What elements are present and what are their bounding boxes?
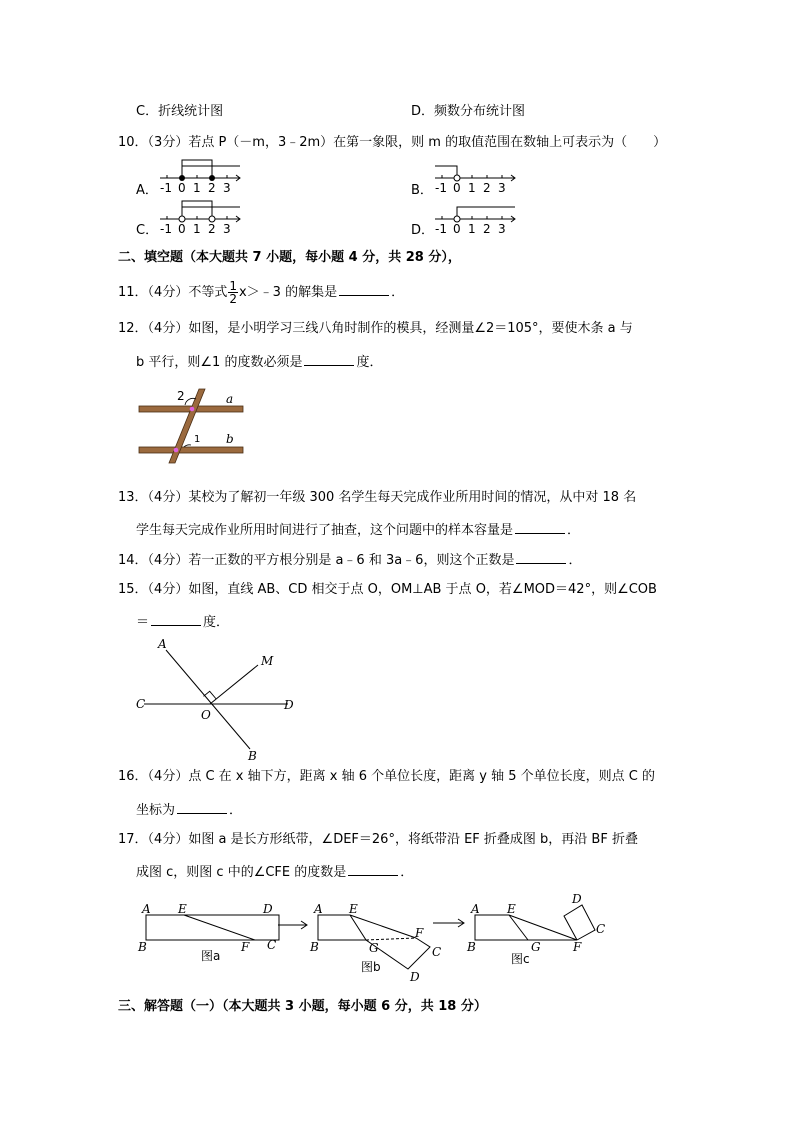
q15-line2 <box>136 611 229 633</box>
q17-b-label-b: B <box>310 940 319 954</box>
q12-line1: 12．（4分）如图，是小明学习三线八角时制作的模具，经测量∠2＝105°，要使木条 a 与 <box>118 321 633 336</box>
q17-b-caption: 图b <box>361 960 381 974</box>
q14-line <box>118 549 581 571</box>
tick-label: -1 <box>435 222 447 236</box>
q15-label-m: M <box>261 654 274 668</box>
q15-figure-intersecting-lines <box>130 633 305 763</box>
q13-answer-blank[interactable] <box>515 519 565 534</box>
q10-number-line-d <box>430 197 530 237</box>
q17-a-label-b: B <box>138 940 147 954</box>
q11-line <box>118 280 404 305</box>
q16-line1: 16．（4分）点 C 在 x 轴下方，距离 x 轴 6 个单位长度，距离 y 轴 5 个单位长度，则点 C 的 <box>118 769 655 784</box>
q9-option-d: D．频数分布统计图 <box>411 104 526 119</box>
q17-line2-suffix: ． <box>400 865 414 880</box>
q17-line2-prefix: 成图 c，则图 c 中的∠CFE 的度数是 <box>136 865 347 880</box>
tick-label: 2 <box>483 181 491 195</box>
q12-answer-blank[interactable] <box>304 351 354 366</box>
tick-label: 3 <box>498 222 506 236</box>
q17-b-label-d: D <box>410 970 420 984</box>
q11-prefix: 11．（4分）不等式 <box>118 285 228 300</box>
q17-a-label-c: C <box>267 938 277 952</box>
q17-line1: 17．（4分）如图 a 是长方形纸带，∠DEF＝26°，将纸带沿 EF 折叠成图 b，再沿 BF 折叠 <box>118 832 638 847</box>
tick-label: -1 <box>160 222 172 236</box>
q17-b-label-g: G <box>369 941 379 955</box>
tick-label: 3 <box>498 181 506 195</box>
q13-line2-suffix: ． <box>567 523 581 538</box>
q10-option-b-label: B． <box>411 183 433 198</box>
q17-figure-folding-strip <box>130 893 620 993</box>
q12-line2-suffix: 度． <box>356 355 383 370</box>
q14-prefix: 14．（4分）若一正数的平方根分别是 a﹣6 和 3a﹣6，则这个正数是 <box>118 553 515 568</box>
q15-label-d: D <box>284 698 294 712</box>
q10-number-line-c <box>155 197 255 237</box>
q10-option-c-label: C． <box>136 223 159 238</box>
tick-label: 3 <box>223 181 231 195</box>
q11-end: ． <box>391 285 405 300</box>
tick-label: 3 <box>223 222 231 236</box>
tick-label: 2 <box>208 222 216 236</box>
q17-c-label-b: B <box>467 940 476 954</box>
q15-label-c: C <box>136 697 146 711</box>
q15-line1: 15．（4分）如图，直线 AB、CD 相交于点 O，OM⊥AB 于点 O，若∠MOD＝42°，则∠COB <box>118 582 657 597</box>
q10-option-a-label: A． <box>136 183 158 198</box>
q17-c-label-d: D <box>572 892 582 906</box>
q12-figure-parallel-sticks <box>135 383 250 468</box>
q11-frac-den: 2 <box>229 292 237 306</box>
q16-line2-prefix: 坐标为 <box>136 803 176 818</box>
tick-label: 1 <box>193 222 201 236</box>
q15-label-a: A <box>158 637 167 651</box>
tick-label: 0 <box>453 222 461 236</box>
q10-option-d-label: D． <box>411 223 435 238</box>
q10-number-line-b <box>430 156 530 196</box>
tick-label: -1 <box>435 181 447 195</box>
q17-c-caption: 图c <box>511 952 530 966</box>
q9-option-c: C．折线统计图 <box>136 104 224 119</box>
q17-a-label-d: D <box>263 902 273 916</box>
q15-line2-prefix: ＝ <box>136 615 150 630</box>
q11-suffix: x＞﹣3 的解集是 <box>238 285 338 300</box>
q11-answer-blank[interactable] <box>339 281 389 296</box>
q14-answer-blank[interactable] <box>516 549 566 564</box>
tick-label: 0 <box>453 181 461 195</box>
section2-title: 二、填空题（本大题共 7 小题，每小题 4 分，共 28 分）， <box>118 250 461 265</box>
tick-label: 1 <box>468 181 476 195</box>
q16-answer-blank[interactable] <box>177 799 227 814</box>
tick-label: -1 <box>160 181 172 195</box>
q17-c-label-e: E <box>507 902 516 916</box>
tick-label: 0 <box>178 181 186 195</box>
q16-line2-suffix: ． <box>229 803 243 818</box>
q15-label-o: O <box>201 708 211 722</box>
q15-line2-suffix: 度． <box>203 615 230 630</box>
tick-label: 1 <box>193 181 201 195</box>
tick-label: 0 <box>178 222 186 236</box>
q15-answer-blank[interactable] <box>151 611 201 626</box>
q17-c-label-c: C <box>596 922 606 936</box>
q17-a-label-f: F <box>241 940 250 954</box>
q17-c-label-f: F <box>573 940 582 954</box>
q16-line2 <box>136 799 242 821</box>
section3-title: 三、解答题（一）（本大题共 3 小题，每小题 6 分，共 18 分） <box>118 999 487 1014</box>
tick-label: 2 <box>483 222 491 236</box>
q11-frac-num: 1 <box>229 279 237 293</box>
q12-angle2-label: 2 <box>177 389 185 403</box>
q17-line2 <box>136 861 413 883</box>
q17-answer-blank[interactable] <box>348 861 398 876</box>
q17-a-label-a: A <box>142 902 151 916</box>
q17-a-caption: 图a <box>201 949 221 963</box>
q17-b-label-c: C <box>432 945 442 959</box>
tick-label: 2 <box>208 181 216 195</box>
q15-label-b: B <box>248 749 257 763</box>
q13-line2 <box>136 519 580 541</box>
q11-fraction <box>228 280 238 305</box>
q17-b-label-a: A <box>314 902 323 916</box>
q12-line-a-label: a <box>226 392 234 406</box>
tick-label: 1 <box>468 222 476 236</box>
q12-angle1-label: 1 <box>194 434 201 445</box>
q13-line2-prefix: 学生每天完成作业所用时间进行了抽查，这个问题中的样本容量是 <box>136 523 514 538</box>
q17-c-label-g: G <box>531 940 541 954</box>
q17-b-label-f: F <box>415 926 424 940</box>
q17-b-label-e: E <box>349 902 358 916</box>
q12-line2-prefix: b 平行，则∠1 的度数必须是 <box>136 355 303 370</box>
q10-number-line-a <box>155 156 255 196</box>
q12-line2 <box>136 351 382 373</box>
q10-stem: 10．（3分）若点 P（－m，3﹣2m）在第一象限，则 m 的取值范围在数轴上可表示为（ ） <box>118 135 667 150</box>
q17-a-label-e: E <box>178 902 187 916</box>
q13-line1: 13．（4分）某校为了解初一年级 300 名学生每天完成作业所用时间的情况，从中对 18 名 <box>118 490 637 505</box>
q14-suffix: ． <box>568 553 582 568</box>
q17-c-label-a: A <box>471 902 480 916</box>
q12-line-b-label: b <box>226 432 234 446</box>
